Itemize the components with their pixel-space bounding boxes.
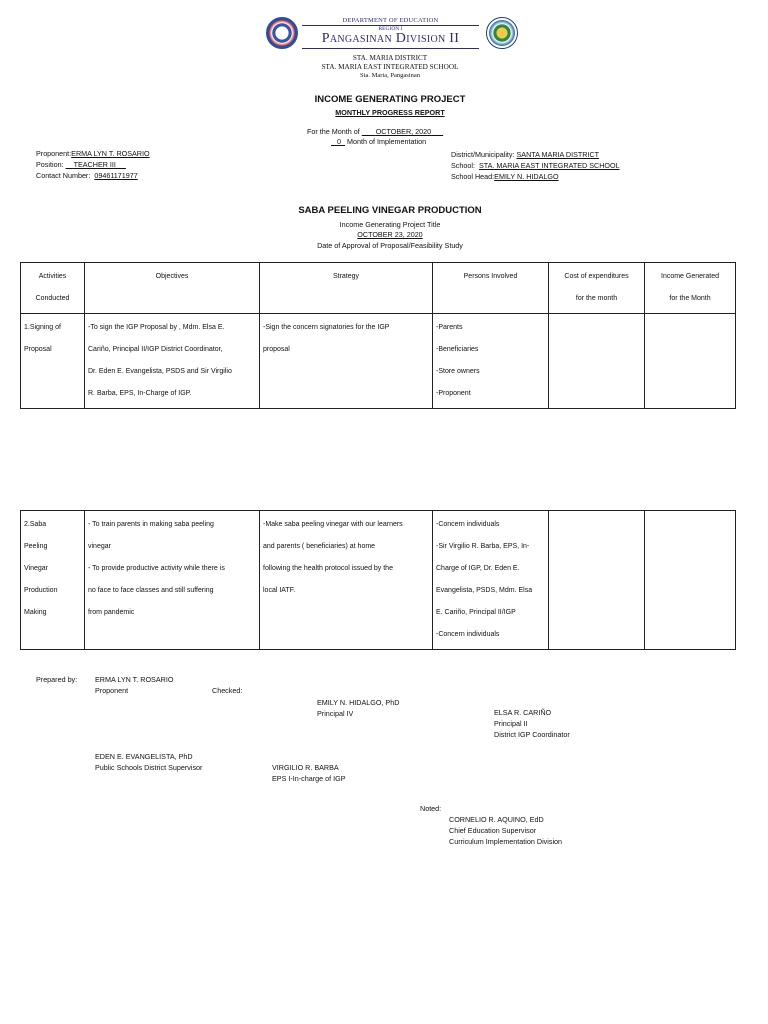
progress-table-continued bbox=[20, 510, 736, 650]
barba-role: EPS I-In-charge of IGP bbox=[272, 774, 346, 783]
approval-date: OCTOBER 23, 2020 bbox=[357, 230, 423, 239]
persons-cell: -Concern individuals -Sir Virgilio R. Barba, EPS, In- Charge of IGP, Dr. Eden E. Evangelista, PSDS, Mdm. Elsa E. Cariño, Principal II/IGP -Concern individuals bbox=[433, 511, 549, 650]
project-title-caption: Income Generating Project Title bbox=[339, 220, 441, 229]
objectives-cell: - To train parents in making saba peeling vinegar - To provide productive activity while there is no face to face classes and still suffering from pandemic bbox=[85, 511, 260, 650]
header-cost: Cost of expenditures for the month bbox=[549, 263, 645, 314]
hidalgo-role: Principal IV bbox=[317, 709, 354, 718]
approval-caption: Date of Approval of Proposal/Feasibility Study bbox=[317, 241, 463, 250]
objectives-cell: -To sign the IGP Proposal by , Mdm. Elsa E. Cariño, Principal II/IGP District Coordinator, Dr. Eden E. Evangelista, PSDS and Sir Virgilio R. Barba, EPS, In-Charge of IGP. bbox=[85, 314, 260, 409]
carino-role: Principal II bbox=[494, 719, 528, 728]
district-name: STA. MARIA DISTRICT bbox=[352, 54, 428, 62]
implementation-line bbox=[331, 137, 426, 146]
carino-name: ELSA R. CARIÑO bbox=[494, 708, 552, 717]
header-objectives: Objectives bbox=[85, 263, 260, 314]
income-cell bbox=[645, 314, 736, 409]
evangelista-name: EDEN E. EVANGELISTA, PhD bbox=[95, 752, 193, 761]
income-cell bbox=[645, 511, 736, 650]
department-name: DEPARTMENT OF EDUCATION bbox=[342, 17, 439, 24]
school-head: EMILY N. HIDALGO bbox=[494, 172, 559, 181]
header-activities: Activities Conducted bbox=[21, 263, 85, 314]
report-title: INCOME GENERATING PROJECT bbox=[314, 94, 466, 105]
header-income: Income Generated for the Month bbox=[645, 263, 736, 314]
proponent-position-line: Position: TEACHER III bbox=[36, 160, 126, 169]
aquino-name: CORNELIO R. AQUINO, EdD bbox=[449, 815, 544, 824]
aquino-role: Chief Education Supervisor bbox=[449, 826, 537, 835]
strategy-cell: -Make saba peeling vinegar with our learners and parents ( beneficiaries) at home following the health protocol issued by the local IATF. bbox=[260, 511, 433, 650]
school-name: STA. MARIA EAST INTEGRATED SCHOOL bbox=[321, 63, 459, 71]
deped-seal-icon bbox=[266, 17, 298, 49]
activity-cell: 1.Signing of Proposal bbox=[21, 314, 85, 409]
barba-name: VIRGILIO R. BARBA bbox=[272, 763, 339, 772]
activity-cell: 2.Saba Peeling Vinegar Production Making bbox=[21, 511, 85, 650]
implementation-number: 0 bbox=[337, 137, 341, 146]
report-subtitle: MONTHLY PROGRESS REPORT bbox=[335, 108, 445, 117]
school-line: School: STA. MARIA EAST INTEGRATED SCHOOL bbox=[451, 161, 620, 170]
header-persons: Persons Involved bbox=[433, 263, 549, 314]
implementation-label: Month of Implementation bbox=[347, 137, 427, 146]
aquino-role-2: Curriculum Implementation Division bbox=[449, 837, 563, 846]
cost-cell bbox=[549, 314, 645, 409]
proponent-contact: 09461171977 bbox=[94, 171, 138, 180]
school-district: SANTA MARIA DISTRICT bbox=[516, 150, 600, 159]
month-value: OCTOBER, 2020 bbox=[375, 127, 432, 136]
district-line: District/Municipality: SANTA MARIA DISTRICT bbox=[451, 150, 600, 159]
project-title: SABA PEELING VINEGAR PRODUCTION bbox=[298, 205, 482, 216]
checked-label: Checked: bbox=[212, 686, 243, 695]
header-strategy: Strategy bbox=[260, 263, 433, 314]
region-name: REGION I bbox=[378, 26, 403, 32]
progress-table bbox=[20, 262, 736, 409]
cost-cell bbox=[549, 511, 645, 650]
table-row bbox=[21, 511, 736, 650]
proponent-name-line: Proponent:ERMA LYN T. ROSARIO bbox=[36, 149, 150, 158]
school-address: Sta. Maria, Pangasinan bbox=[360, 72, 420, 79]
persons-cell: -Parents -Beneficiaries -Store owners -Proponent bbox=[433, 314, 549, 409]
hidalgo-name: EMILY N. HIDALGO, PhD bbox=[317, 698, 400, 707]
division-seal-icon bbox=[486, 17, 518, 49]
evangelista-role: Public Schools District Supervisor bbox=[95, 763, 203, 772]
header-rule-bottom bbox=[302, 48, 479, 49]
school-head-line: School Head:EMILY N. HIDALGO bbox=[451, 172, 559, 181]
proponent-contact-line: Contact Number: 09461171977 bbox=[36, 171, 138, 180]
strategy-cell: -Sign the concern signatories for the IGP proposal bbox=[260, 314, 433, 409]
noted-label: Noted: bbox=[420, 804, 442, 813]
school-info-name: STA. MARIA EAST INTEGRATED SCHOOL bbox=[478, 161, 620, 170]
table-row bbox=[21, 314, 736, 409]
prepared-label: Prepared by: bbox=[36, 675, 78, 684]
proponent-position: TEACHER III bbox=[73, 160, 116, 169]
month-line bbox=[307, 127, 443, 136]
division-name: Pangasinan Division II bbox=[321, 31, 460, 46]
prepared-role: Proponent bbox=[95, 686, 129, 695]
table-header-row bbox=[21, 263, 736, 314]
carino-role-2: District IGP Coordinator bbox=[494, 730, 570, 739]
prepared-name: ERMA LYN T. ROSARIO bbox=[95, 675, 174, 684]
month-label: For the Month of bbox=[307, 127, 360, 136]
proponent-name: ERMA LYN T. ROSARIO bbox=[71, 149, 150, 158]
